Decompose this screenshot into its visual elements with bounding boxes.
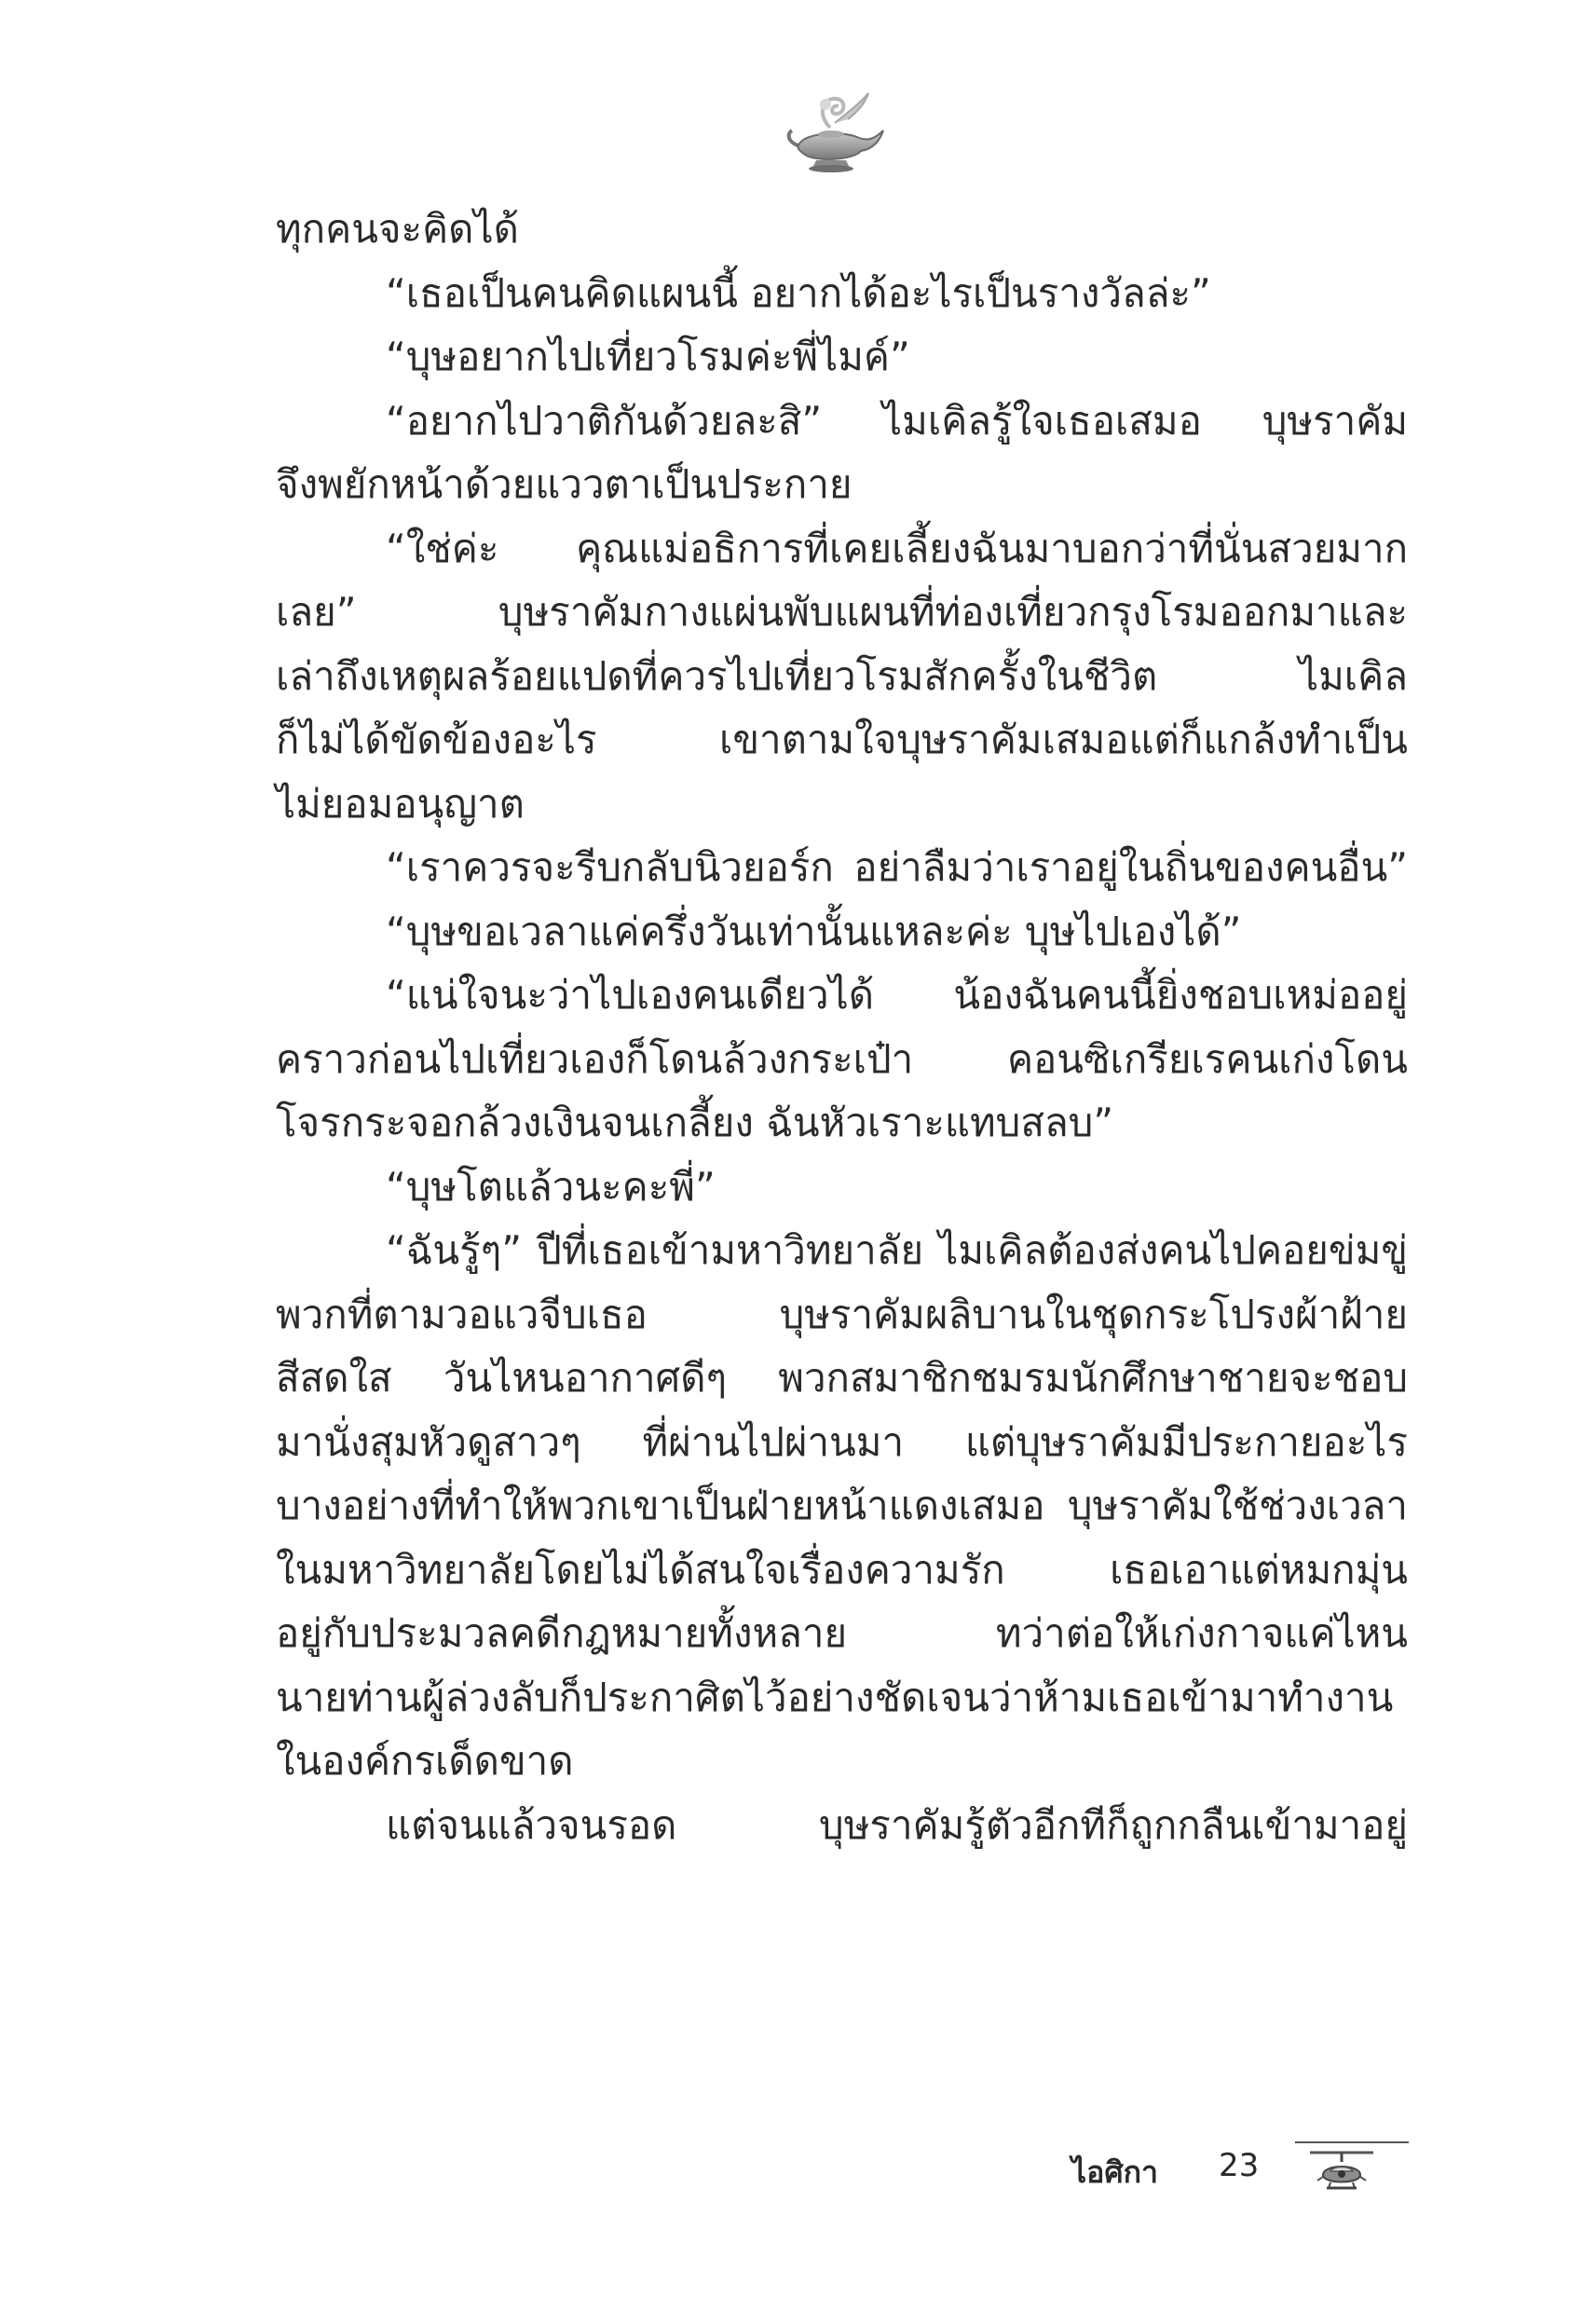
body-text — [276, 198, 1408, 1857]
text-line: เลย” บุษราคัมกางแผ่นพับแผนที่ท่องเที่ยวกรุงโรมออกมาและ — [276, 589, 1408, 635]
text-line: ก็ไม่ได้ขัดข้องอะไร เขาตามใจบุษราคัมเสมอแต่ก็แกล้งทำเป็น — [276, 717, 1408, 762]
text-line: เล่าถึงเหตุผลร้อยแปดที่ควรไปเที่ยวโรมสักครั้งในชีวิต ไมเคิล — [276, 652, 1408, 699]
text-line: แต่จนแล้วจนรอด บุษราคัมรู้ตัวอีกทีก็ถูกกลืนเข้ามาอยู่ — [386, 1801, 1408, 1848]
text-line: ไม่ยอมอนุญาต — [276, 780, 525, 827]
text-line: บางอย่างที่ทำให้พวกเขาเป็นฝ่ายหน้าแดงเสมอ บุษราคัมใช้ช่วงเวลา — [276, 1483, 1408, 1528]
text-line: “บุษโตแล้วนะคะพี่” — [386, 1163, 716, 1210]
text-line: “ใช่ค่ะ คุณแม่อธิการที่เคยเลี้ยงฉันมาบอกว่าที่นั่นสวยมาก — [386, 525, 1408, 571]
genie-lamp-icon — [779, 76, 891, 179]
text-line: สีสดใส วันไหนอากาศดีๆ พวกสมาชิกชมรมนักศึกษาชายจะชอบ — [276, 1355, 1408, 1401]
text-line: มานั่งสุมหัวดูสาวๆ ที่ผ่านไปผ่านมา แต่บุษราคัมมีประกายอะไร — [276, 1418, 1408, 1465]
text-line: “อยากไปวาติกันด้วยละสิ” ไมเคิลรู้ใจเธอเสมอ บุษราคัม — [386, 397, 1408, 444]
text-line: “บุษขอเวลาแค่ครึ่งวันเท่านั้นแหละค่ะ บุษไปเองได้” — [386, 908, 1242, 954]
page-number: 23 — [1219, 2147, 1260, 2184]
helicopter-icon — [1304, 2143, 1379, 2203]
text-line: อยู่กับประมวลคดีกฎหมายทั้งหลาย ทว่าต่อให้เก่งกาจแค่ไหน — [276, 1610, 1408, 1656]
text-line: นายท่านผู้ล่วงลับก็ประกาศิตไว้อย่างชัดเจนว่าห้ามเธอเข้ามาทำงาน — [276, 1674, 1394, 1720]
text-line: จึงพยักหน้าด้วยแววตาเป็นประกาย — [276, 461, 853, 507]
text-line: ในองค์กรเด็ดขาด — [276, 1738, 574, 1784]
text-line: “เธอเป็นคนคิดแผนนี้ อยากได้อะไรเป็นรางวัลล่ะ” — [386, 269, 1211, 316]
text-line: ทุกคนจะคิดได้ — [276, 206, 519, 252]
footer-book-title: ไอศิกา — [1071, 2154, 1158, 2190]
text-line: ในมหาวิทยาลัยโดยไม่ได้สนใจเรื่องความรัก เธอเอาแต่หมกมุ่น — [276, 1546, 1408, 1593]
text-line: พวกที่ตามวอแวจีบเธอ บุษราคัมผลิบานในชุดกระโปรงผ้าฝ้าย — [276, 1291, 1408, 1337]
text-line: คราวก่อนไปเที่ยวเองก็โดนล้วงกระเป๋า คอนซิเกรียเรคนเก่งโดน — [276, 1035, 1408, 1082]
text-line: โจรกระจอกล้วงเงินจนเกลี้ยง ฉันหัวเราะแทบสลบ” — [276, 1100, 1114, 1145]
text-line: “บุษอยากไปเที่ยวโรมค่ะพี่ไมค์” — [386, 334, 910, 379]
text-line: “เราควรจะรีบกลับนิวยอร์ก อย่าลืมว่าเราอยู่ในถิ่นของคนอื่น” — [386, 844, 1408, 890]
text-line: “แน่ใจนะว่าไปเองคนเดียวได้ น้องฉันคนนี้ยิ่งชอบเหม่ออยู่ — [386, 972, 1408, 1018]
text-line: “ฉันรู้ๆ” ปีที่เธอเข้ามหาวิทยาลัย ไมเคิลต้องส่งคนไปคอยข่มขู่ — [386, 1227, 1408, 1273]
